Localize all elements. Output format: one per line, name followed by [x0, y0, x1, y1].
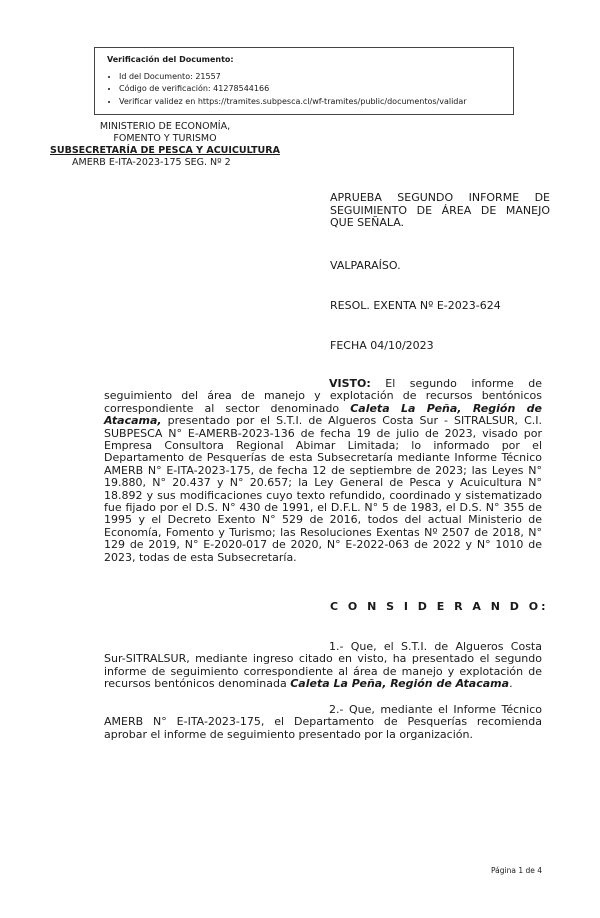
p1-end: .: [509, 677, 513, 691]
resolution-title: APRUEBA SEGUNDO INFORME DE SEGUIMIENTO DE ÁREA DE MANEJO QUE SEÑALA.: [330, 191, 550, 229]
p1-text: 1.- Que, el S.T.I. de Algueros Costa Sur-SITRALSUR, mediante ingreso citado en visto, ha presentado el segundo informe de seguimiento correspondiente al área de manejo y explotación de recursos bentónicos denominada: [104, 640, 542, 691]
considerando-heading: C O N S I D E R A N D O:: [330, 600, 549, 613]
resolution-number: RESOL. EXENTA Nº E-2023-624: [330, 299, 501, 312]
verification-box: [94, 47, 514, 115]
considerando-paragraph-2: 2.- Que, mediante el Informe Técnico AMERB N° E-ITA-2023-175, el Departamento de Pesquerías recomienda aprobar el informe de seguimiento presentado por la organización.: [104, 703, 542, 741]
visto-text-a: El segundo informe de seguimiento del área de manejo y explotación de recursos bentónicos correspondiente al sector denominado: [104, 377, 542, 415]
reference-code: AMERB E-ITA-2023-175 SEG. Nº 2: [72, 157, 231, 168]
page-number: Página 1 de 4: [490, 866, 542, 875]
considerando-paragraph-1: [104, 641, 542, 691]
ministry-header: [0, 121, 330, 169]
ministry-line-1: MINISTERIO DE ECONOMÍA,: [99, 121, 231, 132]
verification-code: • Código de verificación: 41278544166: [119, 83, 503, 96]
verification-list: [107, 71, 503, 109]
visto-text-b: presentado por el S.T.I. de Algueros Costa Sur - SITRALSUR, C.I. SUBPESCA N° E-AMERB-2023-136 de fecha 19 de julio de 2023, visado por Empresa Consultora Regional Abimar Limitada; lo informado por el Departamento de Pesquerías de esta Subsecretaría mediante Informe Técnico AMERB N° E-ITA-2023-175, de fecha 12 de septiembre de 2023; las Leyes N° 19.880, N° 20.437 y N° 20.657; la Ley General de Pesca y Acuicultura N° 18.892 y sus modificaciones cuyo texto refundido, coordinado y sistematizado fue fijado por el D.S. N° 430 de 1991, el D.F.L. N° 5 de 1983, el D.S. N° 355 de 1995 y el Decreto Exento N° 529 de 2016, todos del actual Ministerio de Economía, Fomento y Turismo; las Resoluciones Exentas Nº 2507 de 2018, N° 129 de 2019, N° E-2020-017 de 2020, N° E-2022-063 de 2022 y N° 1010 de 2023, todas de esta Subsecretaría.: [104, 414, 542, 564]
visto-paragraph: [104, 378, 542, 564]
visto-label: VISTO:: [329, 377, 371, 390]
document-id: • Id del Documento: 21557: [119, 71, 503, 84]
ministry-line-2: FOMENTO Y TURISMO: [113, 133, 217, 144]
resolution-date: FECHA 04/10/2023: [330, 339, 434, 352]
city: VALPARAÍSO.: [330, 259, 401, 272]
subsecretaria-title: SUBSECRETARÍA DE PESCA Y ACUICULTURA: [50, 145, 280, 156]
p1-sector: Caleta La Peña, Región de Atacama: [290, 677, 510, 691]
visto-sector: Caleta La Peña, Región de Atacama,: [104, 401, 542, 428]
verification-url[interactable]: • Verificar validez en https://tramites.subpesca.cl/wf-tramites/public/documentos/validar: [119, 96, 503, 109]
verification-title: Verificación del Documento:: [107, 55, 234, 64]
